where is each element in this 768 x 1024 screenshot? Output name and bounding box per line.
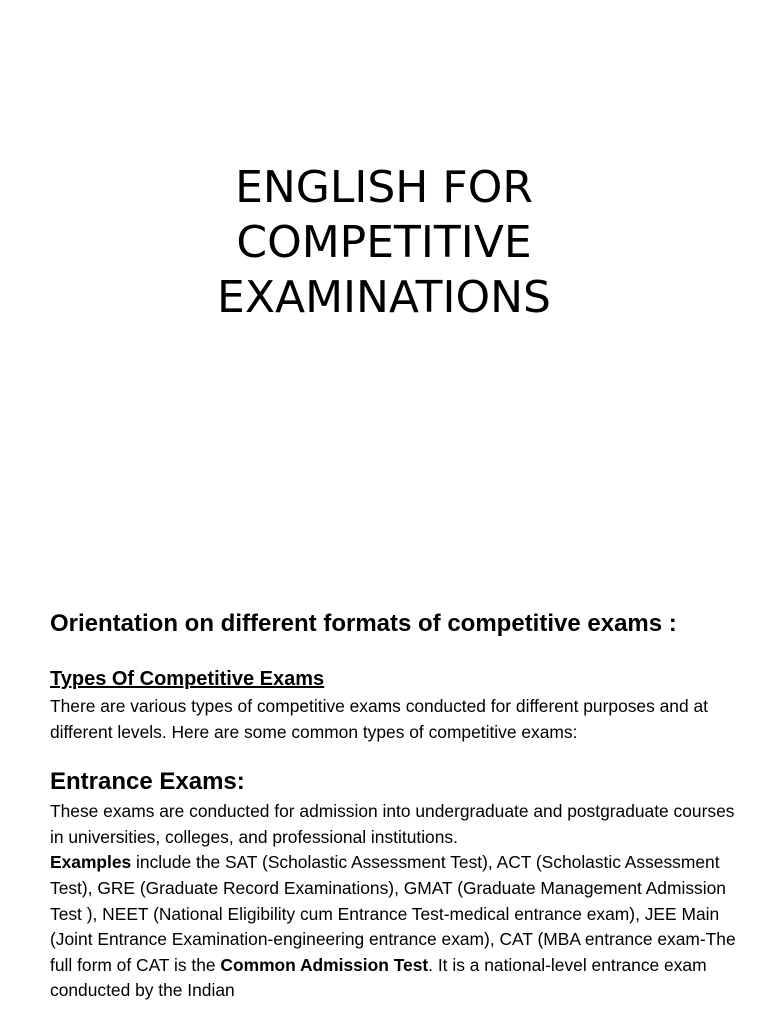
title-line-2: COMPETITIVE [236, 217, 532, 268]
entrance-exams-heading: Entrance Exams: [50, 768, 245, 796]
entrance-examples-paragraph [50, 850, 750, 1004]
title-line-1: ENGLISH FOR [235, 162, 533, 213]
title-slide [0, 160, 768, 325]
examples-label: Examples [50, 852, 132, 873]
content-section [50, 606, 750, 1004]
entrance-description: These exams are conducted for admission into undergraduate and postgraduate courses in universities, colleges, and professional institutions. [50, 801, 735, 847]
title-line-3: EXAMINATIONS [217, 272, 551, 323]
examples-text: include the SAT (Scholastic Assessment Test), ACT (Scholastic Assessment Test), GRE (Graduate Record Examinations), GMAT (Graduate Management Admission Test ), NEET (National Eligibility cum Entrance Test-medical entrance exam), JEE Main (Joint Entrance Examination-engineering entrance exam), CAT (MBA entrance exam-The full form of CAT is the [50, 852, 736, 975]
examples-trailing-text: . It is a national-level entrance exam conducted by the Indian [50, 954, 707, 1001]
orientation-heading: Orientation on different formats of competitive exams : [50, 610, 677, 637]
intro-paragraph: There are various types of competitive exams conducted for different purposes and at different levels. Here are some common types of competitive exams: [50, 696, 708, 742]
types-heading: Types Of Competitive Exams [50, 668, 325, 690]
cat-full-form: Common Admission Test [220, 954, 429, 975]
